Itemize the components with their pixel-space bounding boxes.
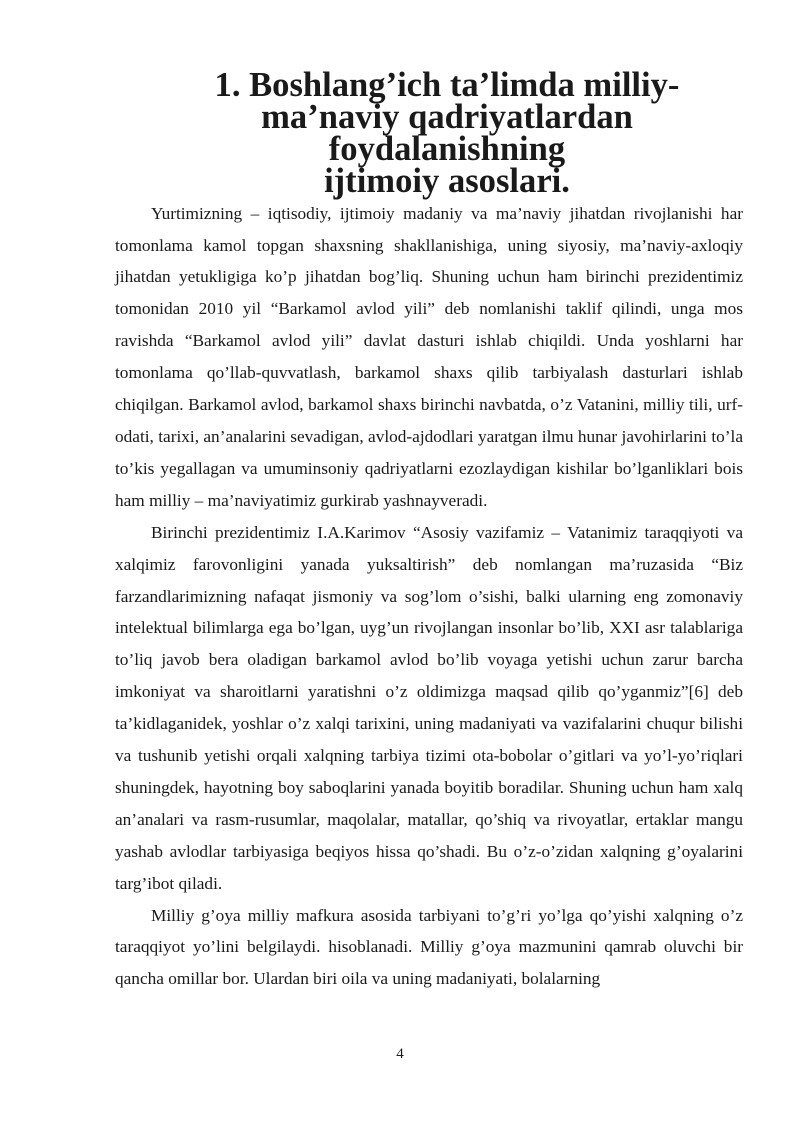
paragraph-1: Yurtimizning – iqtisodiy, ijtimoiy madaniy va ma’naviy jihatdan rivojlanishi har tomonlama kamol topgan shaxsning shakllanishiga, uning siyosiy, ma’naviy-axloqiy jihatdan yetukligiga ko’p jihatdan bog’liq. Shuning uchun ham birinchi prezidentimiz tomonidan 2010 yil “Barkamol avlod yili” deb nomlanishi taklif qilindi, unga mos ravishda “Barkamol avlod yili” davlat dasturi ishlab chiqildi. Unda yoshlarni har tomonlama qo’llab-quvvatlash, barkamol shaxs qilib tarbiyalash dasturlari ishlab chiqilgan. Barkamol avlod, barkamol shaxs birinchi navbatda, o’z Vatanini, milliy tili, urf-odati, tarixi, an’analarini sevadigan, avlod-ajdodlari yaratgan ilmu hunar javohirlarini to’la to’kis yegallagan va umuminsoniy qadriyatlarni ezozlaydigan kishilar bo’lganliklari bois ham milliy – ma’naviyatimiz gurkirab yashnayveradi. xyxy=(115,203,743,510)
section-heading xyxy=(115,66,743,200)
paragraph-3: Milliy g’oya milliy mafkura asosida tarbiyani to’g’ri yo’lga qo’yishi xalqning o’z taraqqiyot yo’lini belgilaydi. hisoblanadi. Milliy g’oya mazmunini qamrab oluvchi bir qancha omillar bor. Ulardan biri oila va uning madaniyati, bolalarning xyxy=(115,905,743,989)
page-number: 4 xyxy=(396,1046,404,1062)
paragraph-2: Birinchi prezidentimiz I.A.Karimov “Asosiy vazifamiz – Vatanimiz taraqqiyoti va xalqimiz farovonligini yanada yuksaltirish” deb nomlangan ma’ruzasida “Biz farzandlarimizning nafaqat jismoniy va sog’lom o’sishi, balki ularning eng zomonaviy intelektual bilimlarga ega bo’lgan, uyg’un rivojlangan insonlar bo’lib, XXI asr talablariga to’liq javob bera oladigan barkamol avlod bo’lib voyaga yetishi uchun zarur barcha imkoniyat va sharoitlarni yaratishni o’z oldimizga maqsad qilib qo’yganmiz”[6] deb ta’kidlaganidek, yoshlar o’z xalqi tarixini, uning madaniyati va vazifalarini chuqur bilishi va tushunib yetishi orqali xalqning tarbiya tizimi ota-bobolar o’gitlari va yo’l-yo’riqlari shuningdek, hayotning boy saboqlarini yanada boyitib boradilar. Shuning uchun ham xalq an’analari va rasm-rusumlar, maqolalar, matallar, qo’shiq va rivoyatlar, ertaklar mangu yashab avlodlar tarbiyasiga beqiyos hissa qo’shadi. Bu o’z-o’zidan xalqning g’oyalarini targ’ibot qiladi. xyxy=(115,522,743,893)
section-heading-line-1: 1. Boshlang’ich ta’limda milliy-ma’naviy qadriyatlardan foydalanishning xyxy=(214,66,680,168)
page-content xyxy=(115,66,743,995)
section-heading-line-2: ijtimoiy asoslari. xyxy=(324,161,570,200)
